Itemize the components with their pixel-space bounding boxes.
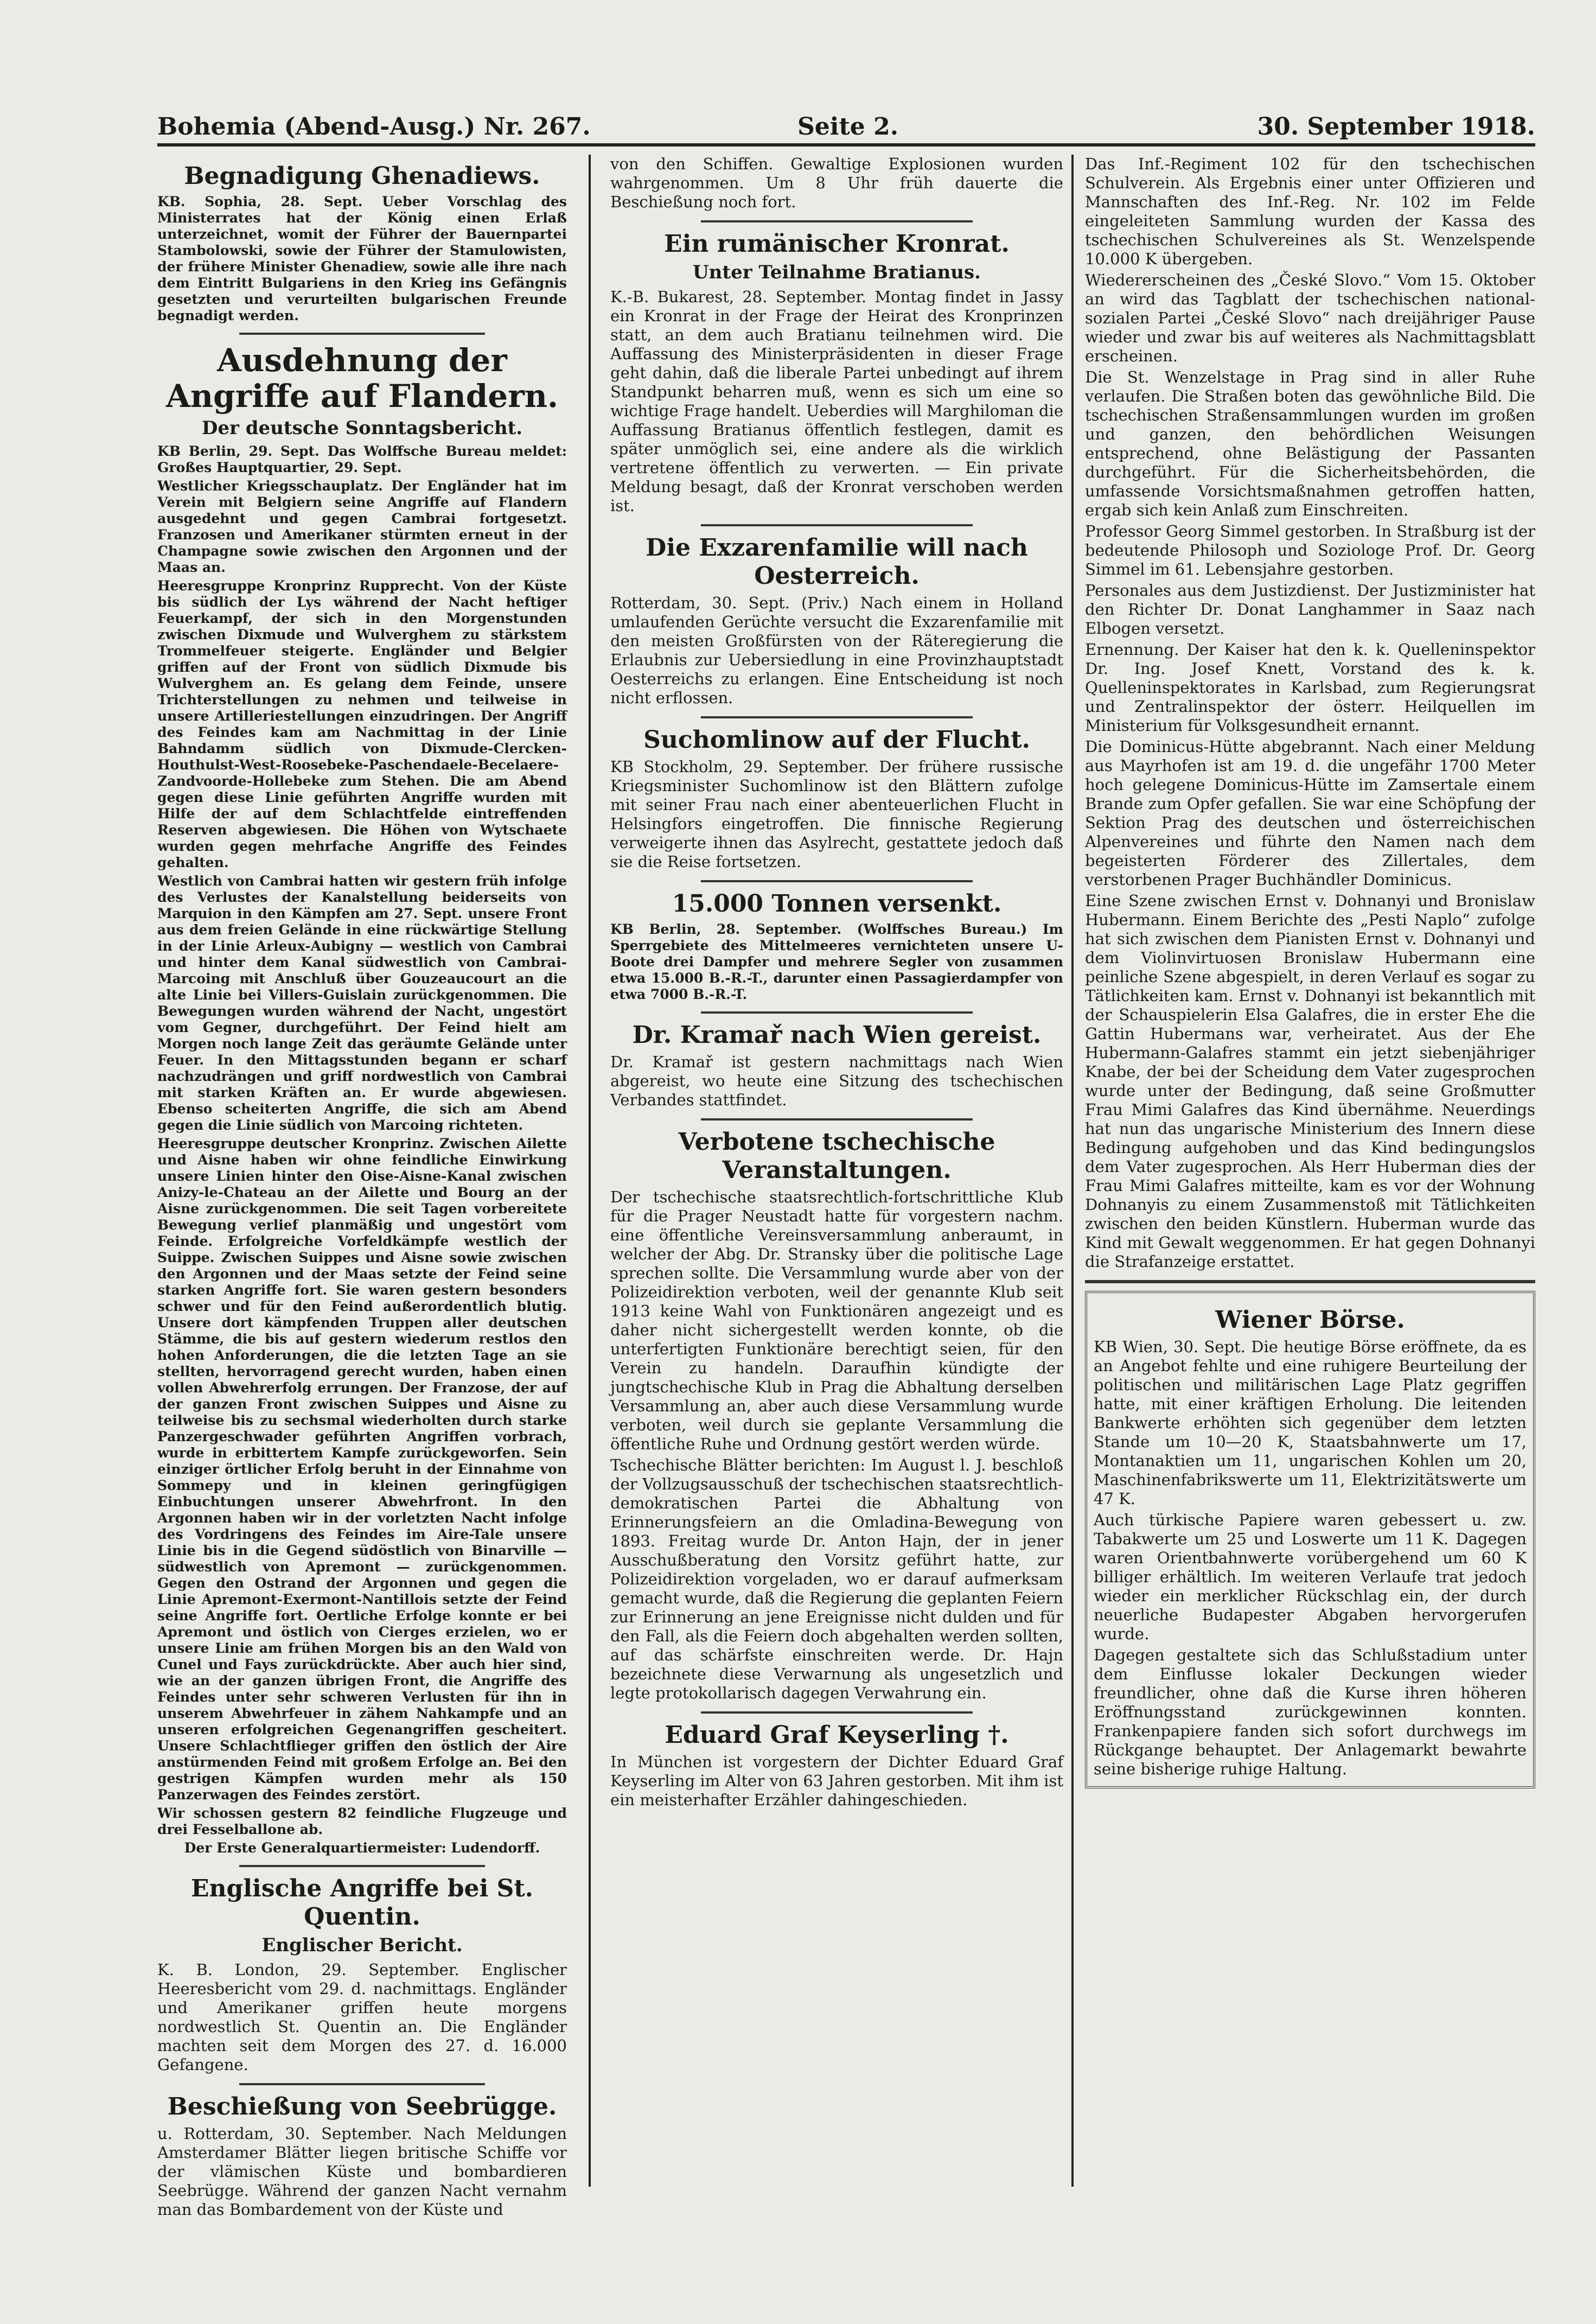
article-body: Dr. Kramař ist gestern nachmittags nach Wien abgereist, wo heute eine Sitzung des tschechischen Verbandes stattfindet. (610, 1053, 1063, 1109)
article-body: In München ist vorgestern der Dichter Eduard Graf Keyserling im Alter von 63 Jahren gestorben. Mit ihm ist ein meisterhafter Erzähler dahingeschieden. (610, 1753, 1063, 1809)
divider (701, 1118, 973, 1120)
article-title: Eduard Graf Keyserling †. (665, 1721, 1009, 1749)
article-title: Englische Angriffe bei St. Quentin. (190, 1875, 534, 1931)
article-continuation: von den Schiffen. Gewaltige Explosionen wurden wahrgenommen. Um 8 Uhr früh dauerte die Beschießung noch fort. (610, 155, 1063, 211)
column-rule-left (589, 155, 591, 2187)
news-item: Das Inf.-Regiment 102 für den tschechischen Schulverein. Als Ergebnis einer unter Offizieren und Mannschaften des Inf.-Reg. Nr. 102 im Felde eingeleiteten Sammlung wurden der Kassa des tschechischen Schulvereines als St. Wenzelspende 10.000 K übergeben. (1085, 155, 1535, 268)
article-title: Wiener Börse. (1215, 1306, 1405, 1334)
article-paragraph: Tschechische Blätter berichten: Im August l. J. beschloß der Vollzugsausschuß der tschechischen staatsrechtlich-demokratischen Partei die Abhaltung von Erinnerungsfeiern an die Omladina-Bewegung von 1893. Freitag wurde Dr. Anton Hajn, der in jener Ausschußberatung den Vorsitz geführt hatte, zur Polizeidirektion vorgeladen, wo er darauf aufmerksam gemacht wurde, daß die Regierung die geplanten Feiern zur Erinnerung an jene Ereignisse nicht dulden und für den Fall, als die Feiern doch abgehalten werden sollten, auf das schärfste einschreiten werde. Dr. Hajn bezeichnete diese Verwarnung als ungesetzlich und legte protokollarisch dagegen Verwahrung ein. (610, 1456, 1063, 1702)
article-title: 15.000 Tonnen versenkt. (672, 890, 1002, 918)
article-signature: Der Erste Generalquartiermeister: Ludendorff. (184, 1840, 540, 1856)
page-header (157, 113, 1535, 147)
column-3 (1085, 155, 1535, 2186)
masthead-issue: Bohemia (Abend-Ausg.) Nr. 267. (157, 113, 591, 141)
article-subtitle: Unter Teilnahme Bratianus. (693, 262, 981, 283)
article-body: u. Rotterdam, 30. September. Nach Meldungen Amsterdamer Blätter liegen britische Schiffe vor der vlämischen Küste und bombardieren Seebrügge. Während der ganzen Nacht vernahm man das Bombardement von der Küste und (157, 2124, 567, 2219)
issue-date: 30. September 1918. (1257, 113, 1535, 141)
article-paragraph: KB Wien, 30. Sept. Die heutige Börse eröffnete, da es an Angebot fehlte und eine ruhigere Beurteilung der politischen und militärischen Lage Platz gegriffen hatte, mit einer kräftigen Erholung. Die leitenden Bankwerte erhöhten sich gegenüber dem letzten Stande um 10—20 K, Staatsbahnwerte um 17, Montanaktien um 11, ungarischen Kohlen um 20, Maschinenfabrikswerte um 11, Elektrizitätswerte um 47 K. (1094, 1338, 1527, 1508)
page-number: Seite 2. (797, 113, 899, 141)
news-item: Ernennung. Der Kaiser hat den k. k. Quelleninspektor Dr. Ing. Josef Knett, Vorstand des k. k. Quelleninspektorates in Karlsbad, zum Regierungsrat und Zentralinspektor der österr. Heilquellen im Ministerium für Volksgesundheit ernannt. (1085, 640, 1535, 735)
article-title: Die Exzarenfamilie will nach Oesterreich. (646, 534, 1028, 590)
article-body: KB Berlin, 28. September. (Wolffsches Bureau.) Im Sperrgebiete des Mittelmeeres vernichteten unsere U-Boote drei Dampfer und mehrere Segler von zusammen etwa 15.000 B.-R.-T., darunter einen Passagierdampfer von etwa 7000 B.-R.-T. (610, 921, 1063, 1002)
divider (701, 1011, 973, 1014)
article-paragraph: Heeresgruppe Kronprinz Rupprecht. Von der Küste bis südlich der Lys während der Nacht heftiger Feuerkampf, der sich in den Morgenstunden zwischen Dixmude und Wulverghem zu stärkstem Trommelfeuer steigerte. Engländer und Belgier griffen auf der Front von südlich Dixmude bis Wulverghem an. Es gelang dem Feinde, unsere Trichterstellungen zu nehmen und teilweise in unsere Artilleriestellungen einzudringen. Der Angriff des Feindes kam am Nachmittag in der Linie Bahndamm südlich von Dixmude-Clercken-Houthulst-West-Roosebeke-Paschendaele-Becelaere-Zandvoorde-Hollebeke zum Stehen. Die am Abend gegen diese Linie geführten Angriffe wurden mit Hilfe der auf dem Schlachtfelde eintreffenden Reserven abgewiesen. Die Höhen von Wytschaete wurden gegen mehrfache Angriffe des Feindes gehalten. (157, 578, 567, 870)
article-paragraph: Der tschechische staatsrechtlich-fortschrittliche Klub für die Prager Neustadt hatte für vorgestern nachm. eine öffentliche Vereinsversammlung anberaumt, in welcher der Abg. Dr. Stransky über die politische Lage sprechen sollte. Die Versammlung wurde aber von der Polizeidirektion verboten, weil der genannte Klub seit 1913 keine Wahl von Funktionären angezeigt und es daher nicht sichergestellt werden konnte, ob die unterfertigten Funktionäre berechtigt seien, für den Verein zu handeln. Daraufhin kündigte der jungtschechische Klub in Prag die Abhaltung derselben Versammlung an, aber auch diese Versammlung wurde verboten, weil durch sie geplante Versammlung die öffentliche Ruhe und Ordnung gestört werden würde. (610, 1188, 1063, 1453)
article-paragraph: KB Berlin, 29. Sept. Das Wolffsche Bureau meldet: Großes Hauptquartier, 29. Sept. (157, 443, 567, 475)
divider (239, 333, 485, 335)
article-title: Dr. Kramař nach Wien gereist. (632, 1021, 1042, 1049)
news-item: Wiedererscheinen des „České Slovo.“ Vom 15. Oktober an wird das Tagblatt der tschechischen national-sozialen Partei „České Slovo“ nach dreijähriger Pause wieder und zwar bis auf weiteres als Nachmittagsblatt erscheinen. (1085, 271, 1535, 365)
divider (701, 880, 973, 882)
article-title: Ein rumänischer Kronrat. (664, 230, 1010, 258)
article-title: Ausdehnung der Angriffe auf Flandern. (165, 342, 559, 415)
news-item: Professor Georg Simmel gestorben. In Straßburg ist der bedeutende Philosoph und Soziologe Prof. Dr. Georg Simmel im 61. Lebensjahre gestorben. (1085, 522, 1535, 578)
divider (701, 716, 973, 718)
article-body: KB. Sophia, 28. Sept. Ueber Vorschlag des Ministerrates hat der König einen Erlaß unterzeichnet, womit der Führer der Bauernpartei Stambolowski, sowie der Führer der Stamulowisten, der frühere Minister Ghenadiew, sowie alle ihre nach dem Eintritt Bulgariens in den Krieg ins Gefängnis gesetzten und verurteilten bulgarischen Freunde begnadigt werden. (157, 194, 567, 323)
news-item: Personales aus dem Justizdienst. Der Justizminister hat den Richter Dr. Donat Langhammer in Saaz nach Elbogen versetzt. (1085, 581, 1535, 638)
article-title: Verbotene tschechische Veranstaltungen. (678, 1128, 995, 1184)
article-paragraph: Auch türkische Papiere waren gebessert u. zw. Tabakwerte um 25 und Loswerte um 11 K. Dagegen waren Orientbahnwerte vorübergehend um 60 K billiger erhältlich. Im weiteren Verlaufe trat jedoch wieder ein merklicher Rückschlag ein, der durch neuerliche Budapester Abgaben hervorgerufen wurde. (1094, 1511, 1527, 1643)
news-item: Eine Szene zwischen Ernst v. Dohnanyi und Bronislaw Hubermann. Einem Berichte des „Pesti Naplo“ zufolge hat sich zwischen dem Pianisten Ernst v. Dohnanyi und dem Violinvirtuosen Bronislaw Hubermann eine peinliche Szene abgespielt, in deren Verlauf es sogar zu Tätlichkeiten kam. Ernst v. Dohnanyi ist bekanntlich mit der Schauspielerin Elsa Galafres, die in erster Ehe die Gattin Hubermans war, verheiratet. Aus der Ehe Hubermann-Galafres stammt ein jetzt siebenjähriger Knabe, der bei der Scheidung dem Vater zugesprochen wurde unter der Bedingung, daß seine Großmutter Frau Mimi Galafres das Kind übernähme. Neuerdings hat nun das ungarische Ministerium des Innern diese Bedingung aufgehoben und das Kind bedingungslos dem Vater zugesprochen. Als Herr Huberman dies der Frau Mimi Galafres mitteilte, kam es vor der Wohnung Dohnanyis zu einem Zusammenstoß mit Tätlichkeiten zwischen den beiden Künstlern. Huberman wurde das Kind mit Gewalt weggenommen. Er hat gegen Dohnanyi die Strafanzeige erstattet. (1085, 892, 1535, 1271)
article-subtitle: Englischer Bericht. (261, 1934, 463, 1956)
article-paragraph: Westlich von Cambrai hatten wir gestern früh infolge des Verlustes der Kanalstellung beiderseits von Marquion in den Kämpfen am 27. Sept. unsere Front aus dem freien Gelände in eine rückwärtige Stellung in der Linie Arleux-Aubigny — westlich von Cambrai und hinter dem Kanal südwestlich von Cambrai-Marcoing mit Anschluß über Gouzeaucourt an die alte Linie bei Villers-Guislain zurückgenommen. Die Bewegungen wurden während der Nacht, ungestört vom Gegner, durchgeführt. Der Feind hielt am Morgen noch lange Zeit das geräumte Gelände unter Feuer. In den Mittagsstunden begann er scharf nachzudrängen und griff nordwestlich von Cambrai mit starken Kräften an. Er wurde abgewiesen. Ebenso scheiterten Angriffe, die sich am Abend gegen die Linie südlich von Marcoing richteten. (157, 873, 567, 1133)
divider (701, 524, 973, 526)
boerse-section (1085, 1291, 1535, 1788)
article-title: Begnadigung Ghenadiews. (184, 162, 540, 190)
article-title: Suchomlinow auf der Flucht. (643, 726, 1030, 754)
column-1 (157, 155, 567, 2219)
divider (239, 1865, 485, 1867)
article-body: K. B. London, 29. September. Englischer Heeresbericht vom 29. d. nachmittags. Engländer und Amerikaner griffen heute morgens nordwestlich St. Quentin an. Die Engländer machten seit dem Morgen des 27. d. 16.000 Gefangene. (157, 1960, 567, 2074)
article-title: Beschießung von Seebrügge. (167, 2093, 557, 2121)
article-paragraph: Heeresgruppe deutscher Kronprinz. Zwischen Ailette und Aisne haben wir ohne feindliche Einwirkung unsere Linien hinter den Oise-Aisne-Kanal zwischen Anizy-le-Chateau an der Ailette und Bourg an der Aisne zurückgenommen. Die seit Tagen vorbereitete Bewegung verlief planmäßig und ungestört vom Feinde. Erfolgreiche Vorfeldkämpfe westlich der Suippe. Zwischen Suippes und Aisne sowie zwischen den Argonnen und der Maas setzte der Feind seine starken Angriffe fort. Sie waren gestern besonders schwer und für den Feind außerordentlich blutig. Unsere dort kämpfenden Truppen aller deutschen Stämme, die bis auf gestern wiederum restlos den hohen Anforderungen, die die letzten Tage an sie stellten, hervorragend gerecht wurden, haben einen vollen Abwehrerfolg errungen. Der Franzose, der auf der ganzen Front zwischen Suippes und Aisne zu teilweise bis zu sechsmal wiederholten durch starke Panzergeschwader geführten Angriffen vorbrach, wurde in erbittertem Kampfe zurückgeworfen. Sein einziger örtlicher Erfolg beruht in der Einnahme von Sommepy und in kleinen geringfügigen Einbuchtungen unserer Abwehrfront. In den Argonnen haben wir in der vorletzten Nacht infolge des Vordringens des Feindes im Aire-Tale unsere Linie bis in die Gegend südöstlich von Binarville — südwestlich von Apremont — zurückgenommen. Gegen den Ostrand der Argonnen und gegen die Linie Apremont-Exermont-Nantillois setzte der Feind seine Angriffe fort. Oertliche Erfolge konnte er bei Apremont und östlich von Cierges erzielen, wo er unsere Linie am frühen Morgen bis an den Wald von Cunel und Fays zurückdrückte. Aber auch hier sind, wie an der ganzen übrigen Front, die Angriffe des Feindes unter sehr schweren Verlusten für ihn in unserem Abwehrfeuer in zähem Nahkampfe und an unseren erfolgreichen Gegenangriffen gescheitert. Unsere Schlachtflieger griffen den östlich der Aire anstürmenden Feind mit großem Erfolge an. Bei den gestrigen Kämpfen wurden mehr als 150 Panzerwagen des Feindes zerstört. (157, 1136, 567, 1803)
article-body: KB Stockholm, 29. September. Der frühere russische Kriegsminister Suchomlinow ist den Blättern zufolge mit seiner Frau nach einer abenteuerlichen Flucht in Helsingfors eingetroffen. Die finnische Regierung verweigerte ihnen das Asylrecht, gestattete jedoch daß sie die Reise fortsetzen. (610, 757, 1063, 871)
divider (701, 1711, 973, 1714)
column-rule-right (1071, 155, 1074, 2187)
divider (1085, 1280, 1535, 1283)
column-2 (610, 155, 1063, 2186)
article-paragraph: Wir schossen gestern 82 feindliche Flugzeuge und drei Fesselballone ab. (157, 1805, 567, 1837)
article-subtitle: Der deutsche Sonntagsbericht. (201, 417, 523, 439)
divider (239, 2083, 485, 2085)
news-item: Die Dominicus-Hütte abgebrannt. Nach einer Meldung aus Mayrhofen ist am 19. d. die ungefähr 1700 Meter hoch gelegene Dominicus-Hütte im Zamsertale einem Brande zum Opfer gefallen. Sie war eine Schöpfung der Sektion Prag des deutschen und österreichischen Alpenvereines und führte den Namen nach dem begeisterten Förderer des Zillertales, dem verstorbenen Prager Buchhändler Dominicus. (1085, 737, 1535, 889)
article-paragraph: Dagegen gestaltete sich das Schlußstadium unter dem Einflusse lokaler Deckungen wieder freundlicher, ohne daß die Kurse ihren höheren Eröffnungsstand zurückgewinnen konnten. Frankenpapiere fanden sich sofort durchwegs im Rückgange behauptet. Der Anlagemarkt bewahrte seine bisherige ruhige Haltung. (1094, 1646, 1527, 1778)
news-item: Die St. Wenzelstage in Prag sind in aller Ruhe verlaufen. Die Straßen boten das gewöhnliche Bild. Die tschechischen Straßensammlungen wurden im großen und ganzen, den behördlichen Weisungen entsprechend, ohne Belästigung der Passanten durchgeführt. Für die Sicherheitsbehörden, die umfassende Vorsichtsmaßnahmen getroffen hatten, ergab sich kein Anlaß zum Einschreiten. (1085, 368, 1535, 519)
divider (701, 220, 973, 222)
article-body: K.-B. Bukarest, 28. September. Montag findet in Jassy ein Kronrat in der Frage der Heirat des Kronprinzen statt, an dem auch Bratianu teilnehmen wird. Die Auffassung des Ministerpräsidenten in dieser Frage geht dahin, daß die liberale Partei unbedingt auf ihrem Standpunkt beharren muß, wenn es sich um eine so wichtige Frage handelt. Ueberdies will Marghiloman die Auffassung Bratianus öffentlich festlegen, damit es später unmöglich sei, eine andere als die wirklich vertretene öffentlich zu verwerten. — Ein private Meldung besagt, daß der Kronrat verschoben werden ist. (610, 288, 1063, 515)
article-body: Rotterdam, 30. Sept. (Priv.) Nach einem in Holland umlaufenden Gerüchte versucht die Exzarenfamilie mit den meisten Großfürsten von der Räteregierung die Erlaubnis zur Uebersiedlung in eine Provinzhauptstadt Oesterreichs zu erlangen. Eine Entscheidung ist noch nicht erflossen. (610, 594, 1063, 707)
article-paragraph: Westlicher Kriegsschauplatz. Der Engländer hat im Verein mit Belgiern seine Angriffe auf Flandern ausgedehnt und gegen Cambrai fortgesetzt. Franzosen und Amerikaner stürmten erneut in der Champagne sowie zwischen den Argonnen und der Maas an. (157, 478, 567, 575)
